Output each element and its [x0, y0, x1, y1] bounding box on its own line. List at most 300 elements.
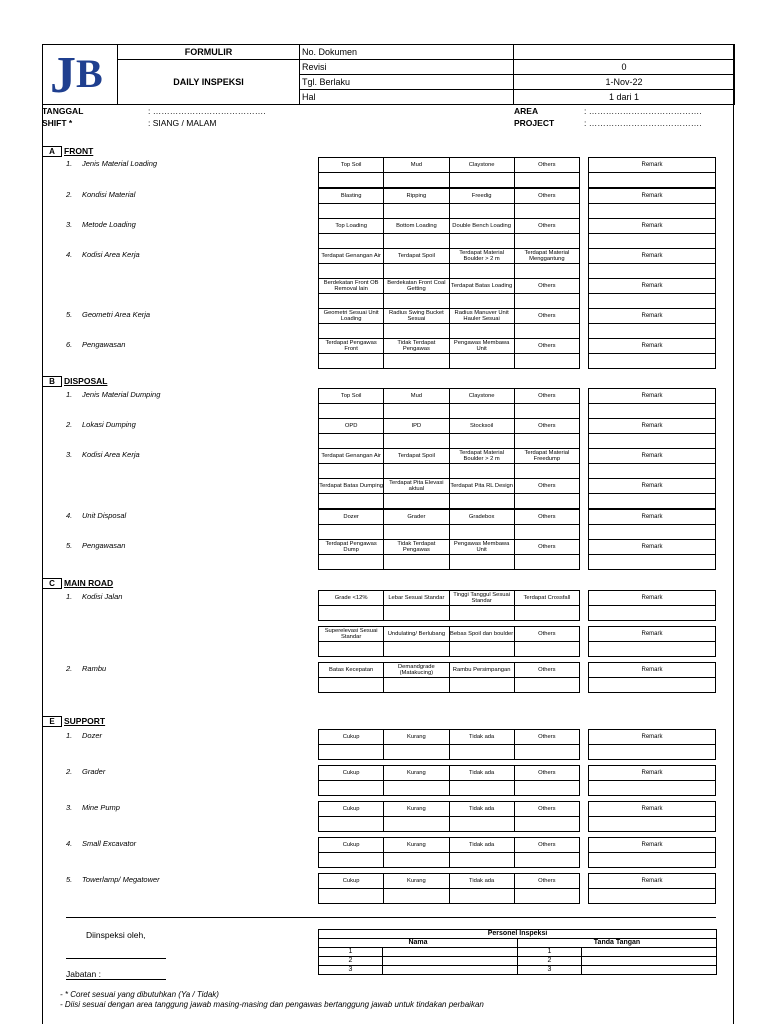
option-label: Tidak ada [449, 730, 514, 745]
section-header [42, 578, 113, 589]
option-checkbox[interactable] [514, 464, 579, 479]
option-label: Top Loading [319, 219, 384, 234]
ttd-header: Tanda Tangan [518, 939, 717, 948]
item-number: 3. [66, 450, 73, 459]
doc-number-label: No. Dokumen [300, 45, 514, 60]
option-label: Others [514, 627, 579, 642]
item-label [66, 340, 125, 349]
option-checkbox[interactable] [384, 464, 449, 479]
option-checkbox[interactable] [514, 555, 579, 570]
option-label: Others [514, 389, 579, 404]
remark-field[interactable] [589, 889, 716, 904]
option-checkbox[interactable] [514, 324, 579, 339]
section-title: MAIN ROAD [64, 578, 114, 588]
revision-value: 0 [514, 60, 735, 75]
inspected-by-label: Diinspeksi oleh, [86, 930, 146, 940]
option-label: Others [514, 309, 579, 324]
option-label: Terdapat Batas Loading [449, 279, 514, 294]
option-checkbox[interactable] [514, 294, 579, 309]
option-label: Others [514, 663, 579, 678]
item-text: Mine Pump [82, 803, 120, 812]
remark-field[interactable] [589, 204, 716, 219]
remark-box [588, 308, 716, 339]
option-grid [318, 448, 580, 479]
option-checkbox[interactable] [384, 606, 449, 621]
option-checkbox[interactable] [514, 525, 579, 540]
item-label [66, 220, 136, 229]
option-checkbox[interactable] [449, 494, 514, 509]
item-number: 1. [66, 390, 73, 399]
signature-line[interactable] [66, 958, 166, 959]
option-label: Superelevasi Sesuai Standar [319, 627, 384, 642]
option-checkbox[interactable] [514, 606, 579, 621]
option-label: Kurang [384, 766, 449, 781]
remark-label: Remark [589, 838, 716, 853]
remark-field[interactable] [589, 853, 716, 868]
ttd-cell[interactable] [582, 957, 717, 966]
option-checkbox[interactable] [384, 853, 449, 868]
option-checkbox[interactable] [319, 434, 384, 449]
personel-table [318, 929, 717, 975]
option-checkbox[interactable] [384, 817, 449, 832]
form-title: FORMULIR [118, 45, 300, 60]
remark-box [588, 157, 716, 188]
remark-label: Remark [589, 591, 716, 606]
remark-label: Remark [589, 449, 716, 464]
remark-box [588, 873, 716, 904]
row-number: 2 [319, 957, 383, 966]
option-checkbox[interactable] [449, 264, 514, 279]
remark-label: Remark [589, 510, 716, 525]
option-checkbox[interactable] [449, 173, 514, 188]
remark-field[interactable] [589, 494, 716, 509]
form-subtitle: DAILY INSPEKSI [118, 60, 300, 105]
option-grid [318, 539, 580, 570]
option-label: Pengawas Membawa Unit [449, 339, 514, 354]
item-number: 2. [66, 420, 73, 429]
option-checkbox[interactable] [384, 173, 449, 188]
section-title: SUPPORT [64, 716, 106, 726]
option-label: Kurang [384, 730, 449, 745]
option-label: Mud [384, 389, 449, 404]
option-label: Claystone [449, 389, 514, 404]
remark-box [588, 729, 716, 760]
option-grid [318, 188, 580, 219]
option-checkbox[interactable] [449, 234, 514, 249]
option-checkbox[interactable] [319, 354, 384, 369]
remark-label: Remark [589, 766, 716, 781]
option-checkbox[interactable] [384, 294, 449, 309]
item-text: Metode Loading [82, 220, 136, 229]
option-grid [318, 278, 580, 309]
item-text: Rambu [82, 664, 107, 673]
option-checkbox[interactable] [319, 889, 384, 904]
project-label: PROJECT [514, 118, 555, 128]
item-label [66, 280, 82, 289]
remark-label: Remark [589, 419, 716, 434]
remark-field[interactable] [589, 234, 716, 249]
option-label: Terdapat Spoil [384, 449, 449, 464]
remark-label: Remark [589, 309, 716, 324]
ttd-cell[interactable] [582, 966, 717, 975]
remark-label: Remark [589, 479, 716, 494]
item-label [66, 592, 122, 601]
option-label: Radius Swing Bucket Sesuai [384, 309, 449, 324]
remark-label: Remark [589, 730, 716, 745]
option-label: Terdapat Material Freedump [514, 449, 579, 464]
option-label: Double Bench Loading [449, 219, 514, 234]
option-checkbox[interactable] [384, 889, 449, 904]
item-number: 2. [66, 190, 73, 199]
remark-box [588, 448, 716, 479]
option-checkbox[interactable] [449, 889, 514, 904]
option-grid [318, 338, 580, 369]
option-label: Others [514, 540, 579, 555]
option-checkbox[interactable] [384, 434, 449, 449]
remark-label: Remark [589, 802, 716, 817]
option-checkbox[interactable] [514, 853, 579, 868]
option-grid [318, 218, 580, 249]
option-label: Top Soil [319, 389, 384, 404]
option-checkbox[interactable] [449, 678, 514, 693]
remark-field[interactable] [589, 745, 716, 760]
option-grid [318, 765, 580, 796]
option-checkbox[interactable] [514, 434, 579, 449]
option-checkbox[interactable] [514, 678, 579, 693]
option-label: Others [514, 279, 579, 294]
option-label: Tidak ada [449, 838, 514, 853]
option-checkbox[interactable] [449, 204, 514, 219]
option-checkbox[interactable] [514, 889, 579, 904]
remark-box [588, 765, 716, 796]
option-label: Others [514, 730, 579, 745]
option-label: Bottom Loading [384, 219, 449, 234]
option-checkbox[interactable] [319, 606, 384, 621]
option-checkbox[interactable] [449, 853, 514, 868]
row-number: 1 [319, 948, 383, 957]
option-label: Bebas Spoil dan boulder [449, 627, 514, 642]
option-checkbox[interactable] [449, 324, 514, 339]
option-label: Cukup [319, 874, 384, 889]
remark-field[interactable] [589, 606, 716, 621]
remark-field[interactable] [589, 525, 716, 540]
remark-box [588, 218, 716, 249]
item-number: 4. [66, 250, 73, 259]
svg-text:B: B [76, 51, 103, 96]
option-label: Demandgrade (Matakucing) [384, 663, 449, 678]
remark-box [588, 539, 716, 570]
svg-text:J: J [50, 47, 76, 101]
item-number: 1. [66, 592, 73, 601]
option-checkbox[interactable] [319, 817, 384, 832]
remark-box [588, 248, 716, 279]
logo-cell [43, 45, 118, 105]
item-text: Kodisi Jalan [82, 592, 123, 601]
remark-label: Remark [589, 540, 716, 555]
option-checkbox[interactable] [449, 781, 514, 796]
option-checkbox[interactable] [384, 745, 449, 760]
nama-cell[interactable] [383, 957, 518, 966]
remark-box [588, 388, 716, 419]
remark-box [588, 338, 716, 369]
option-checkbox[interactable] [514, 173, 579, 188]
remark-field[interactable] [589, 434, 716, 449]
option-grid [318, 837, 580, 868]
note-1: - * Coret sesuai yang dibutuhkan (Ya / Tidak) [60, 990, 219, 999]
item-text: Lokasi Dumping [82, 420, 136, 429]
option-checkbox[interactable] [319, 494, 384, 509]
option-checkbox[interactable] [319, 525, 384, 540]
option-label: Terdapat Material Boulder > 2 m [449, 449, 514, 464]
item-label [66, 628, 82, 637]
option-label: Cukup [319, 766, 384, 781]
jabatan-field[interactable] [66, 969, 166, 980]
project-field[interactable]: : …………………………………. [584, 118, 702, 128]
option-checkbox[interactable] [384, 525, 449, 540]
option-checkbox[interactable] [514, 817, 579, 832]
option-checkbox[interactable] [384, 555, 449, 570]
option-label: Stocksoil [449, 419, 514, 434]
item-label [66, 664, 106, 673]
option-checkbox[interactable] [319, 404, 384, 419]
option-grid [318, 626, 580, 657]
nama-cell[interactable] [383, 966, 518, 975]
option-grid [318, 729, 580, 760]
option-grid [318, 509, 580, 540]
option-label: Tinggi Tanggul Sesuai Standar [449, 591, 514, 606]
option-grid [318, 418, 580, 449]
remark-field[interactable] [589, 173, 716, 188]
item-number: 5. [66, 310, 73, 319]
option-grid [318, 388, 580, 419]
section-code: B [42, 376, 62, 387]
section-header [42, 146, 93, 157]
option-label: Tidak ada [449, 766, 514, 781]
option-grid [318, 478, 580, 509]
section-code: E [42, 716, 62, 727]
option-label: Cukup [319, 802, 384, 817]
option-label: IPD [384, 419, 449, 434]
item-text: Jenis Material Dumping [82, 390, 161, 399]
section-code: A [42, 146, 62, 157]
option-checkbox[interactable] [319, 173, 384, 188]
item-number: 2. [66, 664, 73, 673]
remark-field[interactable] [589, 264, 716, 279]
page-value: 1 dari 1 [514, 90, 735, 105]
option-checkbox[interactable] [384, 404, 449, 419]
item-label [66, 480, 82, 489]
option-checkbox[interactable] [384, 354, 449, 369]
item-number: 3. [66, 220, 73, 229]
option-label: Top Soil [319, 158, 384, 173]
option-checkbox[interactable] [514, 404, 579, 419]
section-header [42, 376, 107, 387]
option-checkbox[interactable] [319, 853, 384, 868]
option-checkbox[interactable] [449, 606, 514, 621]
remark-box [588, 509, 716, 540]
option-checkbox[interactable] [449, 434, 514, 449]
option-checkbox[interactable] [319, 324, 384, 339]
remark-field[interactable] [589, 464, 716, 479]
remark-label: Remark [589, 249, 716, 264]
option-checkbox[interactable] [514, 745, 579, 760]
option-checkbox[interactable] [449, 642, 514, 657]
option-checkbox[interactable] [319, 264, 384, 279]
remark-field[interactable] [589, 817, 716, 832]
option-checkbox[interactable] [384, 494, 449, 509]
option-checkbox[interactable] [384, 678, 449, 693]
option-label: OPD [319, 419, 384, 434]
option-checkbox[interactable] [319, 642, 384, 657]
option-checkbox[interactable] [319, 204, 384, 219]
option-checkbox[interactable] [449, 745, 514, 760]
section-code: C [42, 578, 62, 589]
jabatan-label: Jabatan : [66, 969, 101, 979]
remark-field[interactable] [589, 294, 716, 309]
item-text: Kodisi Area Kerja [82, 450, 140, 459]
item-label [66, 541, 125, 550]
nama-cell[interactable] [383, 948, 518, 957]
tanggal-label: TANGGAL [42, 106, 84, 116]
option-label: Blasting [319, 189, 384, 204]
item-label [66, 839, 136, 848]
remark-field[interactable] [589, 555, 716, 570]
item-label [66, 450, 140, 459]
option-checkbox[interactable] [514, 264, 579, 279]
doc-number-value [514, 45, 735, 60]
option-label: Terdapat Crossfall [514, 591, 579, 606]
shift-field[interactable]: : SIANG / MALAM [148, 118, 217, 128]
option-label: Others [514, 510, 579, 525]
option-label: Tidak Terdapat Pengawas [384, 339, 449, 354]
remark-label: Remark [589, 663, 716, 678]
item-label [66, 190, 135, 199]
section-title: FRONT [64, 146, 94, 156]
option-label: Batas Kecepatan [319, 663, 384, 678]
remark-field[interactable] [589, 354, 716, 369]
option-checkbox[interactable] [514, 781, 579, 796]
remark-field[interactable] [589, 404, 716, 419]
option-grid [318, 308, 580, 339]
item-text: Pengawasan [82, 340, 126, 349]
option-label: Grade <12% [319, 591, 384, 606]
company-logo [45, 47, 115, 101]
option-label: Terdapat Pita Elevasi aktual [384, 479, 449, 494]
option-checkbox[interactable] [449, 404, 514, 419]
option-checkbox[interactable] [384, 781, 449, 796]
option-label: Kurang [384, 838, 449, 853]
page-label: Hal [300, 90, 514, 105]
option-checkbox[interactable] [449, 294, 514, 309]
option-label: Others [514, 339, 579, 354]
option-checkbox[interactable] [384, 204, 449, 219]
remark-label: Remark [589, 279, 716, 294]
remark-label: Remark [589, 339, 716, 354]
option-label: Tidak ada [449, 874, 514, 889]
option-checkbox[interactable] [449, 354, 514, 369]
option-label: Terdapat Material Boulder > 2 m [449, 249, 514, 264]
remark-field[interactable] [589, 678, 716, 693]
option-checkbox[interactable] [514, 234, 579, 249]
option-label: Terdapat Spoil [384, 249, 449, 264]
effective-date-value: 1-Nov-22 [514, 75, 735, 90]
remark-box [588, 590, 716, 621]
item-label [66, 511, 126, 520]
option-checkbox[interactable] [384, 642, 449, 657]
option-checkbox[interactable] [514, 204, 579, 219]
remark-label: Remark [589, 189, 716, 204]
option-label: Tidak ada [449, 802, 514, 817]
option-checkbox[interactable] [514, 354, 579, 369]
ttd-cell[interactable] [582, 948, 717, 957]
option-checkbox[interactable] [449, 525, 514, 540]
option-checkbox[interactable] [449, 817, 514, 832]
option-checkbox[interactable] [449, 464, 514, 479]
option-grid [318, 248, 580, 279]
item-number: 2. [66, 767, 73, 776]
option-label: Tidak Terdapat Pengawas [384, 540, 449, 555]
option-label: Claystone [449, 158, 514, 173]
option-checkbox[interactable] [319, 294, 384, 309]
section-title: DISPOSAL [64, 376, 108, 386]
option-checkbox[interactable] [319, 678, 384, 693]
remark-box [588, 662, 716, 693]
option-checkbox[interactable] [449, 555, 514, 570]
option-checkbox[interactable] [514, 494, 579, 509]
option-label: Others [514, 419, 579, 434]
effective-date-label: Tgl. Berlaku [300, 75, 514, 90]
area-field[interactable]: : …………………………………. [584, 106, 702, 116]
option-label: Terdapat Pengawas Front [319, 339, 384, 354]
option-label: Grader [384, 510, 449, 525]
remark-box [588, 478, 716, 509]
option-checkbox[interactable] [384, 234, 449, 249]
item-text: Small Excavator [82, 839, 137, 848]
option-checkbox[interactable] [319, 464, 384, 479]
option-label: Terdapat Pengawas Dump [319, 540, 384, 555]
option-checkbox[interactable] [384, 264, 449, 279]
option-label: Others [514, 838, 579, 853]
item-label [66, 875, 160, 884]
option-checkbox[interactable] [514, 642, 579, 657]
option-checkbox[interactable] [319, 745, 384, 760]
remark-label: Remark [589, 219, 716, 234]
shift-label: SHIFT * [42, 118, 73, 128]
option-checkbox[interactable] [319, 555, 384, 570]
option-label: Others [514, 874, 579, 889]
option-grid [318, 873, 580, 904]
option-label: Terdapat Pita RL Design [449, 479, 514, 494]
header-table [42, 44, 735, 105]
remark-label: Remark [589, 158, 716, 173]
tanggal-field[interactable]: : …………………………………. [148, 106, 266, 116]
option-grid [318, 801, 580, 832]
option-checkbox[interactable] [319, 781, 384, 796]
remark-field[interactable] [589, 781, 716, 796]
remark-field[interactable] [589, 324, 716, 339]
remark-field[interactable] [589, 642, 716, 657]
remark-label: Remark [589, 627, 716, 642]
option-checkbox[interactable] [384, 324, 449, 339]
option-checkbox[interactable] [319, 234, 384, 249]
item-label [66, 310, 150, 319]
row-number: 3 [518, 966, 582, 975]
item-number: 6. [66, 340, 73, 349]
row-number: 2 [518, 957, 582, 966]
item-text: Jenis Material Loading [82, 159, 158, 168]
section-header [42, 716, 105, 727]
option-label: Mud [384, 158, 449, 173]
